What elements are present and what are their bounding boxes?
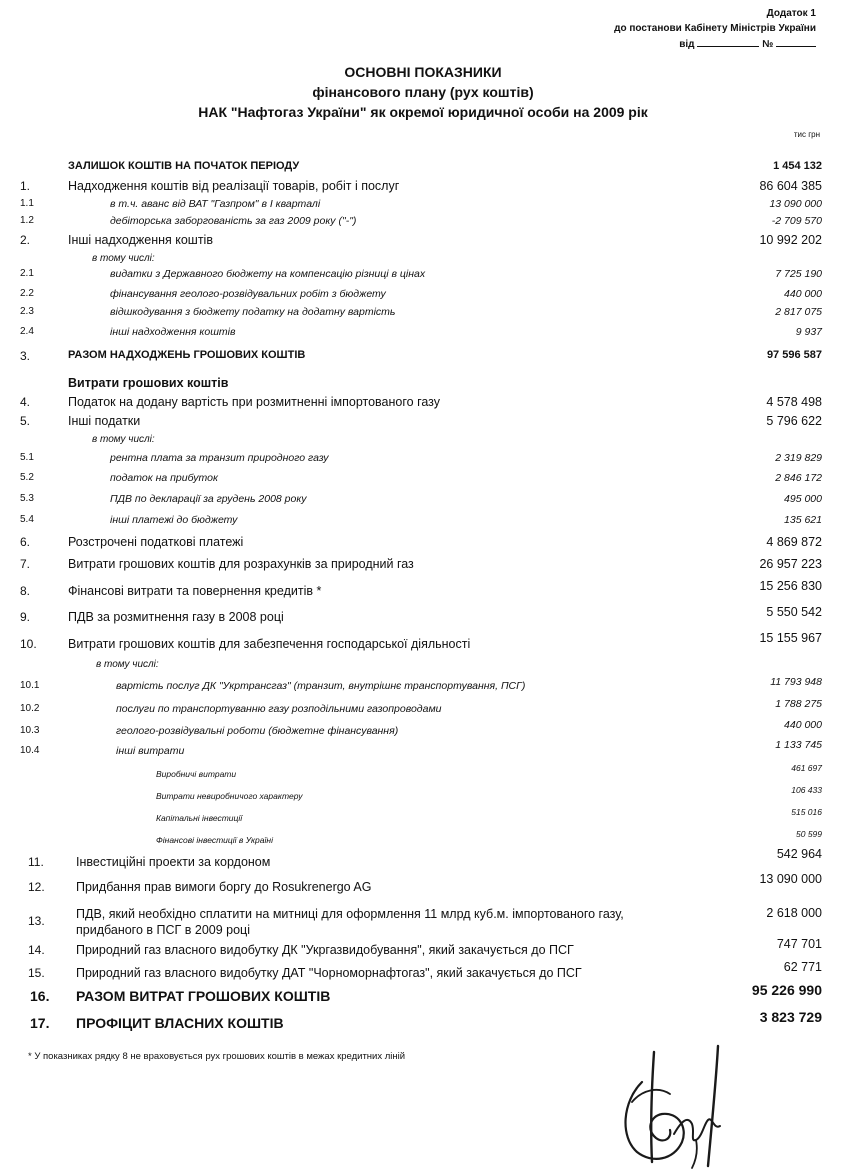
row-value: 515 016: [791, 807, 822, 817]
row-label: фінансування геолого-розвідувальних робіт з бюджету: [110, 288, 386, 300]
row-label: Витрати грошових коштів для забезпечення господарської діяльності: [68, 637, 471, 651]
title-line-1: ОСНОВНІ ПОКАЗНИКИ: [344, 64, 502, 80]
row-value: 2 319 829: [775, 452, 822, 464]
row-number: 11.: [28, 855, 44, 869]
row-value: 13 090 000: [759, 872, 822, 886]
row-label: ПДВ по декларації за грудень 2008 року: [110, 493, 307, 505]
row-label: Природний газ власного видобутку ДК "Укргазвидобування", який закачується до ПСГ: [76, 943, 574, 957]
row-value: 106 433: [791, 785, 822, 795]
row-value: 1 133 745: [775, 739, 822, 751]
number-prefix: №: [762, 39, 774, 50]
row-value: 7 725 190: [775, 268, 822, 280]
row-value: 50 599: [796, 829, 822, 839]
row-value: 747 701: [776, 937, 822, 951]
row-label: інші платежі до бюджету: [110, 514, 238, 526]
row-label: Витрати невиробничого характеру: [156, 791, 303, 801]
row-value: 2 618 000: [766, 906, 822, 920]
row-label: Інвестиційні проекти за кордоном: [76, 855, 271, 869]
row-number: 2.: [20, 233, 31, 247]
row-label: дебіторська заборгованість за газ 2009 року ("-"): [110, 215, 357, 227]
row-label: Фінансові інвестиції в Україні: [156, 835, 273, 845]
row-value: 542 964: [776, 847, 822, 861]
row-number: 10.2: [20, 703, 40, 714]
row-number: 9.: [20, 610, 31, 624]
row-label: податок на прибуток: [110, 472, 218, 484]
row-value: 495 000: [784, 493, 822, 505]
row-label: Податок на додану вартість при розмитненні імпортованого газу: [68, 395, 441, 409]
row-label: Природний газ власного видобутку ДАТ "Чорноморнафтогаз", який закачується до ПСГ: [76, 966, 582, 980]
row-label: геолого-розвідувальні роботи (бюджетне фінансування): [116, 725, 399, 737]
appendix-header: [614, 6, 816, 52]
row-value: 11 793 948: [770, 676, 822, 688]
row-number: 2.2: [20, 288, 34, 299]
row-label: послуги по транспортуванню газу розподільними газопроводами: [116, 703, 442, 715]
row-value: 3 823 729: [759, 1009, 822, 1025]
row-label: інші надходження коштів: [110, 326, 236, 338]
row-value: 95 226 990: [751, 982, 822, 998]
date-blank: [697, 36, 759, 47]
row-value: 440 000: [784, 719, 822, 731]
row-number: 2.3: [20, 306, 34, 317]
row-value: 2 846 172: [775, 472, 822, 484]
row-number: 1.1: [20, 198, 34, 209]
row-number: 16.: [30, 988, 50, 1004]
row-label: видатки з Державного бюджету на компенсацію різниці в цінах: [110, 268, 426, 280]
row-label: в т.ч. аванс від ВАТ "Газпром" в I кварталі: [110, 198, 321, 210]
row-value: 15 155 967: [759, 631, 822, 645]
row-number: 14.: [28, 943, 45, 957]
row-value: 9 937: [795, 326, 822, 338]
row-value: 5 550 542: [766, 605, 822, 619]
row-number: 2.1: [20, 268, 34, 279]
row-value: 135 621: [784, 514, 822, 526]
row-value: 15 256 830: [759, 579, 822, 593]
row-value: 97 596 587: [766, 349, 822, 361]
row-label: ЗАЛИШОК КОШТІВ НА ПОЧАТОК ПЕРІОДУ: [68, 160, 300, 172]
row-label: РАЗОМ НАДХОДЖЕНЬ ГРОШОВИХ КОШТІВ: [68, 349, 306, 361]
row-number: 10.: [20, 637, 37, 651]
row-label: Інші надходження коштів: [68, 233, 213, 247]
row-label: ПДВ за розмитнення газу в 2008 році: [68, 610, 284, 624]
row-number: 10.1: [20, 680, 40, 691]
row-number: 5.4: [20, 514, 34, 525]
row-value: 1 788 275: [775, 698, 822, 710]
row-number: 7.: [20, 557, 31, 571]
footnote: * У показниках рядку 8 не враховується рух грошових коштів в межах кредитних ліній: [28, 1051, 406, 1062]
row-number: 15.: [28, 966, 45, 980]
row-number: 5.: [20, 414, 31, 428]
row-value: 13 090 000: [769, 198, 822, 210]
row-number: 17.: [30, 1015, 50, 1031]
row-number: 8.: [20, 584, 31, 598]
row-number: 13.: [28, 914, 45, 928]
document-title: [0, 62, 846, 122]
row-number: 10.4: [20, 745, 40, 756]
row-label: в тому числі:: [92, 253, 155, 264]
row-number: 6.: [20, 535, 31, 549]
row-number: 1.2: [20, 215, 34, 226]
row-number: 5.2: [20, 472, 34, 483]
row-label: в тому числі:: [96, 659, 159, 670]
row-value: 62 771: [783, 960, 822, 974]
number-blank: [776, 36, 816, 47]
row-value: 440 000: [784, 288, 822, 300]
row-value: 461 697: [791, 763, 822, 773]
row-number: 10.3: [20, 725, 40, 736]
row-value: 86 604 385: [759, 179, 822, 193]
row-label: Капітальні інвестиції: [156, 813, 243, 823]
row-label: ПРОФІЦИТ ВЛАСНИХ КОШТІВ: [76, 1015, 284, 1031]
row-number: 2.4: [20, 326, 34, 337]
appendix-date-number: [614, 36, 816, 52]
row-value: -2 709 570: [771, 215, 822, 227]
row-label: РАЗОМ ВИТРАТ ГРОШОВИХ КОШТІВ: [76, 988, 331, 1004]
row-number: 12.: [28, 880, 45, 894]
row-label: Фінансові витрати та повернення кредитів *: [68, 584, 322, 598]
row-label: Виробничі витрати: [156, 769, 237, 779]
row-number: 1.: [20, 179, 31, 193]
row-label: в тому числі:: [92, 434, 155, 445]
date-prefix: від: [679, 39, 695, 50]
row-label: Придбання прав вимоги боргу до Rosukrenergo AG: [76, 880, 372, 894]
row-label: Розстрочені податкові платежі: [68, 535, 244, 549]
row-number: 5.1: [20, 452, 34, 463]
row-value: 4 578 498: [766, 395, 822, 409]
row-label: Витрати грошових коштів для розрахунків за природний газ: [68, 557, 414, 571]
row-number: 3.: [20, 349, 31, 363]
row-value: 1 454 132: [773, 160, 822, 172]
row-label: інші витрати: [116, 745, 185, 757]
row-label: рентна плата за транзит природного газу: [110, 452, 329, 464]
row-value: 26 957 223: [759, 557, 822, 571]
row-number: 5.3: [20, 493, 34, 504]
row-value: 10 992 202: [759, 233, 822, 247]
appendix-title: Додаток 1: [766, 8, 816, 19]
title-line-3: НАК "Нафтогаз України" як окремої юридичної особи на 2009 рік: [198, 104, 648, 120]
row-value: 4 869 872: [766, 535, 822, 549]
row-label: вартість послуг ДК "Укртрансгаз" (транзит, внутрішнє транспортування, ПСГ): [116, 680, 526, 692]
row-value: 5 796 622: [766, 414, 822, 428]
row-label: ПДВ, який необхідно сплатити на митниці для оформлення 11 млрд куб.м. імпортованого газу, придбаного в ПСГ в 2009 році: [76, 907, 624, 937]
unit-label: тис грн: [793, 130, 820, 139]
row-label: відшкодування з бюджету податку на додатну вартість: [110, 306, 396, 318]
row-label: Інші податки: [68, 414, 141, 428]
handwritten-signature: [612, 1042, 742, 1170]
row-value: 2 817 075: [775, 306, 822, 318]
appendix-resolution: до постанови Кабінету Міністрів України: [614, 23, 816, 34]
section-heading: Витрати грошових коштів: [68, 376, 229, 390]
row-label: Надходження коштів від реалізації товарів, робіт і послуг: [68, 179, 400, 193]
title-line-2: фінансового плану (рух коштів): [312, 84, 534, 100]
row-number: 4.: [20, 395, 31, 409]
